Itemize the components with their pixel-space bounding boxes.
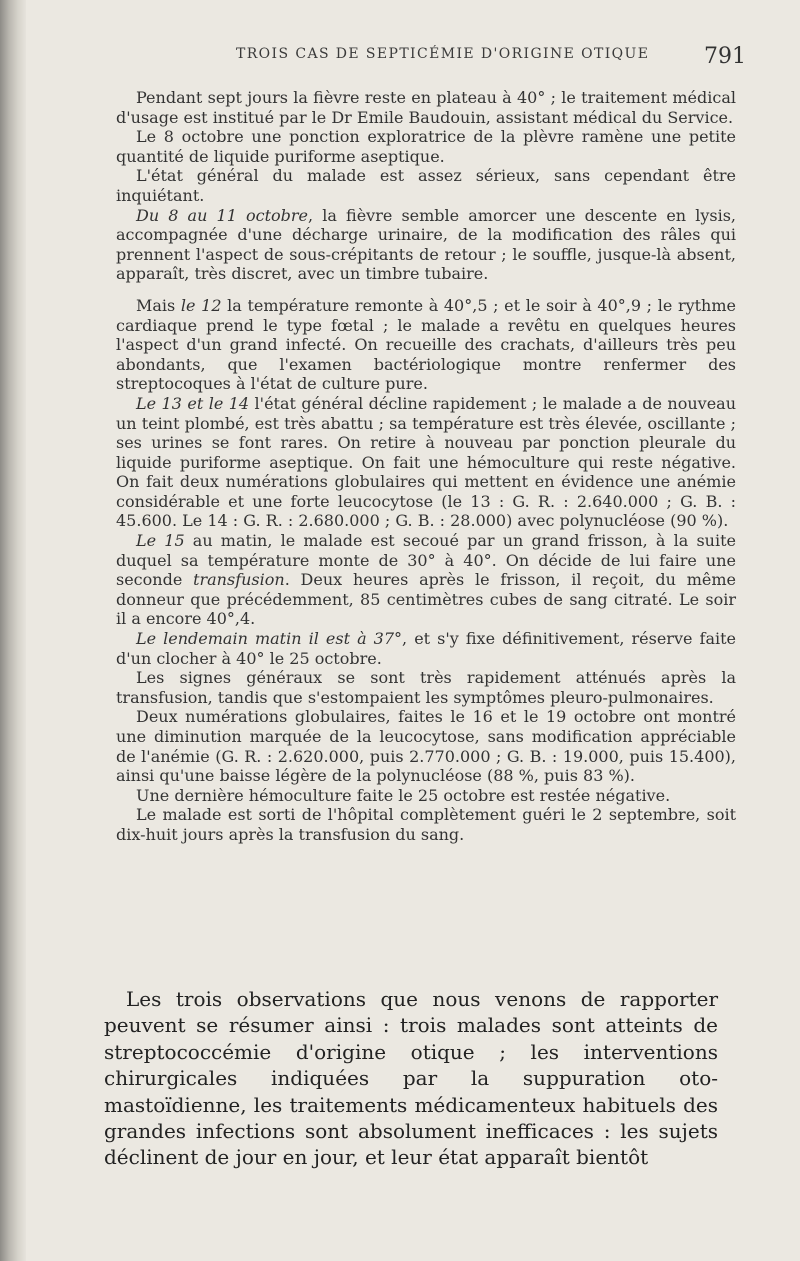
- paragraph: Le malade est sorti de l'hôpital complètement guéri le 2 septembre, soit dix-huit jours après la transfusion du sang.: [116, 805, 736, 844]
- paragraph: [116, 296, 736, 394]
- paragraph: [116, 629, 736, 668]
- paragraph: [116, 206, 736, 284]
- paragraph: Les signes généraux se sont très rapidement atténués après la transfusion, tandis que s'estompaient les symptômes pleuro-pulmonaires.: [116, 668, 736, 707]
- paragraph-text: Mais: [136, 295, 181, 315]
- date-italic: Du 8 au 11 octobre: [136, 205, 309, 225]
- paragraph: [116, 394, 736, 531]
- date-italic: le 12: [180, 295, 222, 315]
- paragraph-text: au matin, le malade est secoué par un grand frisson, à la suite duquel sa température monte de 30° à 40°. On décide de lui faire une seconde: [116, 531, 736, 590]
- paragraph: Deux numérations globulaires, faites le 16 et le 19 octobre ont montré une diminution marquée de la leucocytose, sans modification appréciable de l'anémie (G. R. : 2.620.000, puis 2.770.000 ; G. B. : 19.000, puis 15.400), ainsi qu'une baisse légère de la polynucléose (88 %, puis 83 %).: [116, 707, 736, 786]
- running-header: TROIS CAS DE SEPTICÉMIE D'ORIGINE OTIQUE: [236, 46, 650, 62]
- paragraph-text: , la fièvre semble amorcer une descente en lysis, accompagnée d'une décharge urinaire, de la modification des râles qui prennent l'aspect de sous-crépitants de retour ; le souffle, jusque-là absent, apparaît, très discret, avec un timbre tubaire.: [116, 205, 736, 284]
- paragraph-text: l'état général décline rapidement ; le malade a de nouveau un teint plombé, est très abattu ; sa température est très élevée, oscillante ; ses urines se font rares. On retire à nouveau par ponction pleurale du liquide puriforme aseptique. On fait une hémoculture qui reste négative. On fait deux numérations globulaires qui mettent en évidence une anémie considérable et une forte leucocytose (le 13 : G. R. : 2.640.000 ; G. B. : 45.600. Le 14 : G. R. : 2.680.000 ; G. B. : 28.000) avec polynucléose (90 %).: [116, 393, 737, 531]
- book-spine-shadow: [0, 0, 26, 1261]
- date-italic: Le lendemain matin il est à 37°: [136, 629, 403, 649]
- paragraph: Pendant sept jours la fièvre reste en plateau à 40° ; le traitement médical d'usage est institué par le Dr Emile Baudouin, assistant médical du Service.: [116, 88, 736, 127]
- paragraph: L'état général du malade est assez sérieux, sans cependant être inquiétant.: [116, 166, 736, 205]
- date-italic: Le 13 et le 14: [136, 393, 250, 413]
- paragraph: Une dernière hémoculture faite le 25 octobre est restée négative.: [136, 785, 671, 805]
- paragraph: Le 8 octobre une ponction exploratrice de la plèvre ramène une petite quantité de liquide puriforme aseptique.: [116, 127, 736, 166]
- case-observation: [116, 88, 736, 845]
- paragraph-text: , et s'y fixe définitivement, réserve faite d'un clocher à 40° le 25 octobre.: [116, 629, 737, 668]
- date-italic: Le 15: [136, 531, 185, 551]
- page-number: 791: [704, 44, 746, 69]
- summary-section: [104, 986, 718, 1171]
- term-italic: transfusion: [193, 570, 285, 590]
- paragraph-text: . Deux heures après le frisson, il reçoit, du même donneur que précédemment, 85 centimètres cubes de sang citraté. Le soir il a encore 40°,4.: [116, 570, 736, 629]
- paragraph-text: la température remonte à 40°,5 ; et le soir à 40°,9 ; le rythme cardiaque prend le type fœtal ; le malade a revêtu en quelques heures l'aspect d'un grand infecté. On recueille des crachats, d'ailleurs très peu abondants, que l'examen bactériologique montre renfermer des streptocoques à l'état de culture pure.: [116, 295, 737, 394]
- summary-paragraph: Les trois observations que nous venons de rapporter peuvent se résumer ainsi : trois malades sont atteints de streptococcémie d'origine otique ; les interventions chirurgicales indiquées par la suppuration oto-mastoïdienne, les traitements médicamenteux habituels des grandes infections sont absolument inefficaces : les sujets déclinent de jour en jour, et leur état apparaît bientôt: [104, 987, 718, 1170]
- paragraph: [116, 531, 736, 629]
